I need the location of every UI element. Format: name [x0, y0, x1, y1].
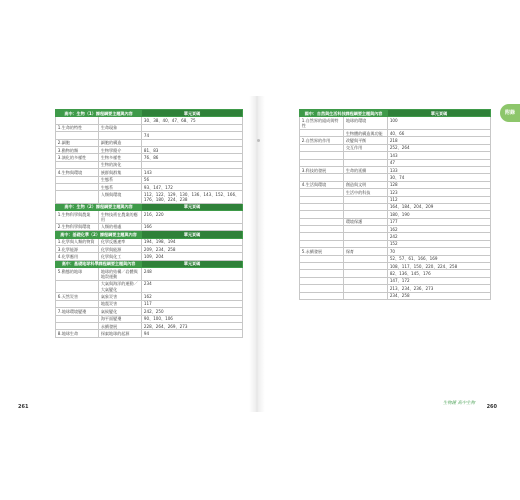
- topic-cell: 4.生活與環境: [300, 181, 344, 188]
- topic-cell: [56, 132, 99, 139]
- table-row: [300, 152, 491, 159]
- content-cell: 生態系: [99, 176, 142, 183]
- pages-cell: 180、190: [388, 211, 491, 218]
- table-row: [300, 277, 491, 284]
- topic-cell: [300, 226, 344, 233]
- topic-cell: 4.生物與環境: [56, 169, 99, 176]
- topic-cell: 2.自然界的作用: [300, 137, 344, 144]
- pages-cell: 40、66: [388, 129, 491, 136]
- content-cell: 環境保護: [344, 218, 388, 225]
- content-cell: [344, 263, 388, 270]
- pages-column-header: 單元頁碼: [142, 203, 243, 210]
- content-cell: 大氣與海洋的運動／大氣變化: [99, 280, 142, 293]
- topic-cell: 4.化學應用: [56, 253, 99, 260]
- topic-cell: [56, 280, 99, 293]
- topic-cell: [56, 176, 99, 183]
- topic-cell: [56, 183, 99, 190]
- table-row: [56, 223, 243, 230]
- pages-cell: 234、258: [388, 292, 491, 299]
- left-page: [14, 96, 247, 412]
- table-row: [300, 203, 491, 210]
- table-row: [300, 218, 491, 225]
- topic-cell: 7.地球環境變遷: [56, 308, 99, 315]
- table-row: [56, 268, 243, 281]
- content-cell: 氣象災害: [99, 293, 142, 300]
- pages-cell: 112: [388, 196, 491, 203]
- table-row: [300, 159, 491, 166]
- table-row: [300, 166, 491, 173]
- right-page-number: 260: [486, 404, 497, 410]
- table-row: [56, 161, 243, 168]
- table-row: [56, 132, 243, 139]
- pages-cell: 94: [142, 330, 243, 337]
- topic-cell: 8.地球生命: [56, 330, 99, 337]
- content-cell: 族群與群集: [99, 169, 142, 176]
- content-cell: 生物多樣性: [99, 154, 142, 161]
- content-cell: [344, 285, 388, 292]
- content-cell: 永續發展: [99, 322, 142, 329]
- topic-cell: 1.自然界的組成與特性: [300, 117, 344, 130]
- pages-cell: 164、184、204、209: [388, 203, 491, 210]
- topic-cell: [300, 159, 344, 166]
- content-cell: [344, 211, 388, 218]
- pages-cell: 147、172: [388, 277, 491, 284]
- section-header-row: [56, 110, 243, 117]
- pages-cell: 112、122、129、130、136、143、152、166、176、180、224、238: [142, 191, 243, 204]
- pages-cell: 242、250: [142, 308, 243, 315]
- table-row: [56, 330, 243, 337]
- pages-cell: 30、74: [388, 174, 491, 181]
- content-cell: [344, 240, 388, 247]
- content-cell: [344, 203, 388, 210]
- left-curriculum-table: [55, 109, 243, 338]
- content-cell: [99, 132, 142, 139]
- table-row: [56, 300, 243, 307]
- topic-cell: [300, 218, 344, 225]
- content-cell: 地球的結構／岩體與地殼運動: [99, 268, 142, 281]
- topic-cell: [56, 322, 99, 329]
- content-cell: 人類的相處: [99, 223, 142, 230]
- content-cell: 改變與平衡: [344, 137, 388, 144]
- pages-cell: 166: [142, 223, 243, 230]
- content-cell: [99, 117, 142, 124]
- topic-cell: 1.生物科學與農業: [56, 211, 99, 224]
- topic-cell: [56, 191, 99, 204]
- pages-cell: 81、83: [142, 146, 243, 153]
- side-tab-label: 附錄: [505, 110, 516, 116]
- pages-cell: 162: [388, 226, 491, 233]
- pages-cell: 152: [388, 240, 491, 247]
- content-cell: 創造與文明: [344, 181, 388, 188]
- section-header-row: [56, 231, 243, 238]
- pages-cell: 56: [142, 176, 243, 183]
- content-cell: 探索地球的起源: [99, 330, 142, 337]
- section-title: 高中：基礎地球科學課程綱要主題與內容: [56, 260, 142, 267]
- content-cell: 保育: [344, 248, 388, 255]
- table-row: [300, 255, 491, 262]
- pages-cell: 133: [388, 166, 491, 173]
- pages-cell: 128: [388, 181, 491, 188]
- table-row: [300, 270, 491, 277]
- content-cell: 生命的延續: [344, 166, 388, 173]
- pages-column-header: 單元頁碼: [142, 260, 243, 267]
- topic-cell: [300, 263, 344, 270]
- table-row: [56, 124, 243, 131]
- content-cell: [344, 174, 388, 181]
- footer-logo: 生物鐘 高中生物: [442, 401, 475, 406]
- content-cell: 交互作用: [344, 144, 388, 151]
- right-curriculum-table: [299, 109, 491, 300]
- section-title: 國中：自然與生活科技課程綱要主題與內容: [300, 110, 388, 117]
- section-header-row: [56, 260, 243, 267]
- margin-dot: [257, 139, 260, 142]
- table-row: [300, 174, 491, 181]
- table-row: [300, 240, 491, 247]
- pages-cell: 252、264: [388, 144, 491, 151]
- pages-cell: 228、264、269、273: [142, 322, 243, 329]
- pages-cell: [142, 139, 243, 146]
- table-row: [300, 226, 491, 233]
- table-row: [300, 196, 491, 203]
- table-row: [56, 139, 243, 146]
- pages-cell: 248: [142, 268, 243, 281]
- topic-cell: [56, 300, 99, 307]
- table-row: [56, 280, 243, 293]
- content-cell: [344, 292, 388, 299]
- pages-cell: 234: [142, 280, 243, 293]
- topic-cell: 1.生命的特性: [56, 124, 99, 131]
- appendix-side-tab: [500, 104, 520, 122]
- content-cell: 生活中的科技: [344, 189, 388, 196]
- topic-cell: [300, 233, 344, 240]
- topic-cell: 6.天然災害: [56, 293, 99, 300]
- topic-cell: [300, 285, 344, 292]
- table-row: [56, 169, 243, 176]
- pages-cell: 162: [142, 293, 243, 300]
- pages-cell: 108、117、150、220、224、258: [388, 263, 491, 270]
- pages-cell: 47: [388, 159, 491, 166]
- pages-cell: 177: [388, 218, 491, 225]
- content-cell: [344, 159, 388, 166]
- topic-cell: 3.科技的發展: [300, 166, 344, 173]
- table-row: [300, 263, 491, 270]
- topic-cell: [300, 211, 344, 218]
- content-cell: 氣候變化: [99, 308, 142, 315]
- pages-cell: [142, 124, 243, 131]
- section-header-row: [300, 110, 491, 117]
- topic-cell: [300, 196, 344, 203]
- pages-cell: 74: [142, 132, 243, 139]
- section-title: 高中：生物（2）課程綱要主題與內容: [56, 203, 142, 210]
- table-row: [56, 238, 243, 245]
- content-cell: 化學反應速率: [99, 238, 142, 245]
- table-row: [56, 154, 243, 161]
- pages-cell: 216、220: [142, 211, 243, 224]
- table-row: [56, 191, 243, 204]
- pages-cell: 82、136、145、176: [388, 270, 491, 277]
- content-cell: [344, 255, 388, 262]
- table-row: [56, 308, 243, 315]
- content-cell: 細胞的構造: [99, 139, 142, 146]
- topic-cell: [300, 203, 344, 210]
- pages-cell: 209、234、258: [142, 246, 243, 253]
- section-title: 高中：生物（1）課程綱要主題與內容: [56, 110, 142, 117]
- table-row: [56, 293, 243, 300]
- content-cell: 生物體的構造與功能: [344, 129, 388, 136]
- topic-cell: 5.永續發展: [300, 248, 344, 255]
- pages-cell: 213、234、236、273: [388, 285, 491, 292]
- pages-column-header: 單元頁碼: [142, 110, 243, 117]
- content-cell: 海平面變遷: [99, 315, 142, 322]
- content-cell: 化學與化工: [99, 253, 142, 260]
- pages-cell: 70: [388, 248, 491, 255]
- table-row: [56, 246, 243, 253]
- pages-cell: 242: [388, 233, 491, 240]
- topic-cell: 2.細胞: [56, 139, 99, 146]
- table-row: [300, 189, 491, 196]
- topic-cell: [300, 240, 344, 247]
- topic-cell: [300, 255, 344, 262]
- content-cell: 生物技術在農業的應用: [99, 211, 142, 224]
- topic-cell: 2.生物科學與環境: [56, 223, 99, 230]
- right-page: [268, 96, 501, 412]
- table-row: [56, 315, 243, 322]
- topic-cell: [300, 277, 344, 284]
- table-row: [56, 176, 243, 183]
- pages-cell: 117: [142, 300, 243, 307]
- table-row: [300, 248, 491, 255]
- table-row: [56, 253, 243, 260]
- section-header-row: [56, 203, 243, 210]
- topic-cell: [56, 161, 99, 168]
- table-row: [300, 144, 491, 151]
- pages-cell: 109、204: [142, 253, 243, 260]
- content-cell: 化學與能源: [99, 246, 142, 253]
- table-row: [56, 183, 243, 190]
- pages-cell: 90、100、106: [142, 315, 243, 322]
- pages-cell: 143: [388, 152, 491, 159]
- left-page-number: 261: [18, 404, 29, 410]
- table-row: [300, 285, 491, 292]
- table-row: [300, 233, 491, 240]
- topic-cell: [56, 117, 99, 124]
- content-cell: 生物學簡介: [99, 146, 142, 153]
- content-cell: [344, 233, 388, 240]
- content-cell: 地震災害: [99, 300, 142, 307]
- content-cell: [344, 226, 388, 233]
- table-row: [56, 146, 243, 153]
- topic-cell: 3.動物的類: [56, 146, 99, 153]
- topic-cell: [300, 189, 344, 196]
- table-row: [56, 117, 243, 124]
- book-gutter: [249, 96, 265, 412]
- pages-cell: 93、147、172: [142, 183, 243, 190]
- pages-cell: 52、57、61、166、169: [388, 255, 491, 262]
- content-cell: [344, 152, 388, 159]
- pages-cell: 30、38、40、47、68、75: [142, 117, 243, 124]
- pages-cell: 123: [388, 189, 491, 196]
- table-row: [300, 292, 491, 299]
- topic-cell: 3.演化的多樣性: [56, 154, 99, 161]
- section-title: 高中：基礎化學（2）課程綱要主題與內容: [56, 231, 142, 238]
- table-row: [300, 117, 491, 130]
- table-row: [300, 181, 491, 188]
- topic-cell: 3.化學能源: [56, 246, 99, 253]
- topic-cell: [300, 174, 344, 181]
- topic-cell: [300, 129, 344, 136]
- pages-cell: 218: [388, 137, 491, 144]
- pages-cell: 143: [142, 169, 243, 176]
- table-row: [300, 211, 491, 218]
- pages-cell: 100: [388, 117, 491, 130]
- table-row: [300, 137, 491, 144]
- table-row: [56, 322, 243, 329]
- content-cell: 地球的環境: [344, 117, 388, 130]
- topic-cell: [300, 144, 344, 151]
- pages-column-header: 單元頁碼: [142, 231, 243, 238]
- content-cell: [344, 277, 388, 284]
- content-cell: 生物的演化: [99, 161, 142, 168]
- topic-cell: [56, 315, 99, 322]
- content-cell: 生命現象: [99, 124, 142, 131]
- pages-column-header: 單元頁碼: [388, 110, 491, 117]
- content-cell: 生態系: [99, 183, 142, 190]
- pages-cell: 194、198、194: [142, 238, 243, 245]
- topic-cell: 1.化學與人類的物質: [56, 238, 99, 245]
- table-row: [300, 129, 491, 136]
- content-cell: [344, 270, 388, 277]
- pages-cell: [142, 161, 243, 168]
- content-cell: 人類與環境: [99, 191, 142, 204]
- topic-cell: [300, 152, 344, 159]
- topic-cell: 5.動態的地球: [56, 268, 99, 281]
- topic-cell: [300, 292, 344, 299]
- pages-cell: 76、86: [142, 154, 243, 161]
- table-row: [56, 211, 243, 224]
- topic-cell: [300, 270, 344, 277]
- content-cell: [344, 196, 388, 203]
